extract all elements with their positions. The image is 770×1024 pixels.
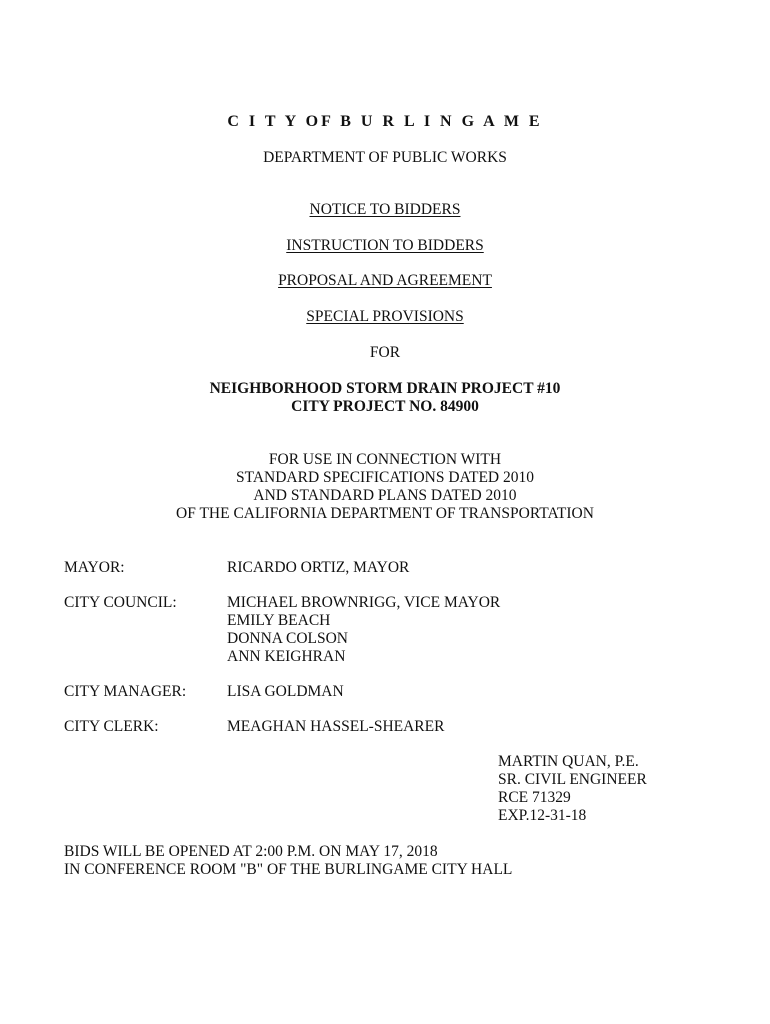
section-notice-to-bidders: NOTICE TO BIDDERS (309, 201, 461, 218)
engineer-expiration: EXP.12-31-18 (498, 807, 587, 824)
city-title: C I T Y OF B U R L I N G A M E (227, 113, 543, 130)
council-member: DONNA COLSON (227, 630, 348, 647)
department-name: DEPARTMENT OF PUBLIC WORKS (263, 149, 507, 166)
use-line-3: AND STANDARD PLANS DATED 2010 (253, 487, 517, 504)
council-member: MICHAEL BROWNRIGG, VICE MAYOR (227, 594, 501, 611)
clerk-label: CITY CLERK: (64, 718, 159, 735)
section-special-provisions: SPECIAL PROVISIONS (306, 308, 464, 325)
mayor-label: MAYOR: (64, 559, 125, 576)
council-member: EMILY BEACH (227, 612, 331, 629)
engineer-license: RCE 71329 (498, 789, 571, 806)
mayor-name: RICARDO ORTIZ, MAYOR (227, 559, 410, 576)
council-label: CITY COUNCIL: (64, 594, 177, 611)
engineer-name: MARTIN QUAN, P.E. (498, 753, 639, 770)
use-line-4: OF THE CALIFORNIA DEPARTMENT OF TRANSPORTATION (176, 505, 594, 522)
manager-label: CITY MANAGER: (64, 683, 187, 700)
use-line-2: STANDARD SPECIFICATIONS DATED 2010 (235, 469, 535, 486)
use-line-1: FOR USE IN CONNECTION WITH (268, 451, 502, 468)
manager-name: LISA GOLDMAN (227, 683, 344, 700)
clerk-name: MEAGHAN HASSEL-SHEARER (227, 718, 445, 735)
council-member: ANN KEIGHRAN (227, 648, 346, 665)
bid-opening-line-2: IN CONFERENCE ROOM "B" OF THE BURLINGAME CITY HALL (64, 861, 513, 878)
for-label: FOR (369, 344, 401, 361)
bid-opening-line-1: BIDS WILL BE OPENED AT 2:00 P.M. ON MAY 17, 2018 (64, 843, 438, 860)
engineer-title: SR. CIVIL ENGINEER (498, 771, 647, 788)
section-proposal-agreement: PROPOSAL AND AGREEMENT (278, 272, 492, 289)
project-number: CITY PROJECT NO. 84900 (291, 398, 479, 415)
section-instruction-to-bidders: INSTRUCTION TO BIDDERS (286, 237, 484, 254)
project-name: NEIGHBORHOOD STORM DRAIN PROJECT #10 (209, 380, 561, 397)
